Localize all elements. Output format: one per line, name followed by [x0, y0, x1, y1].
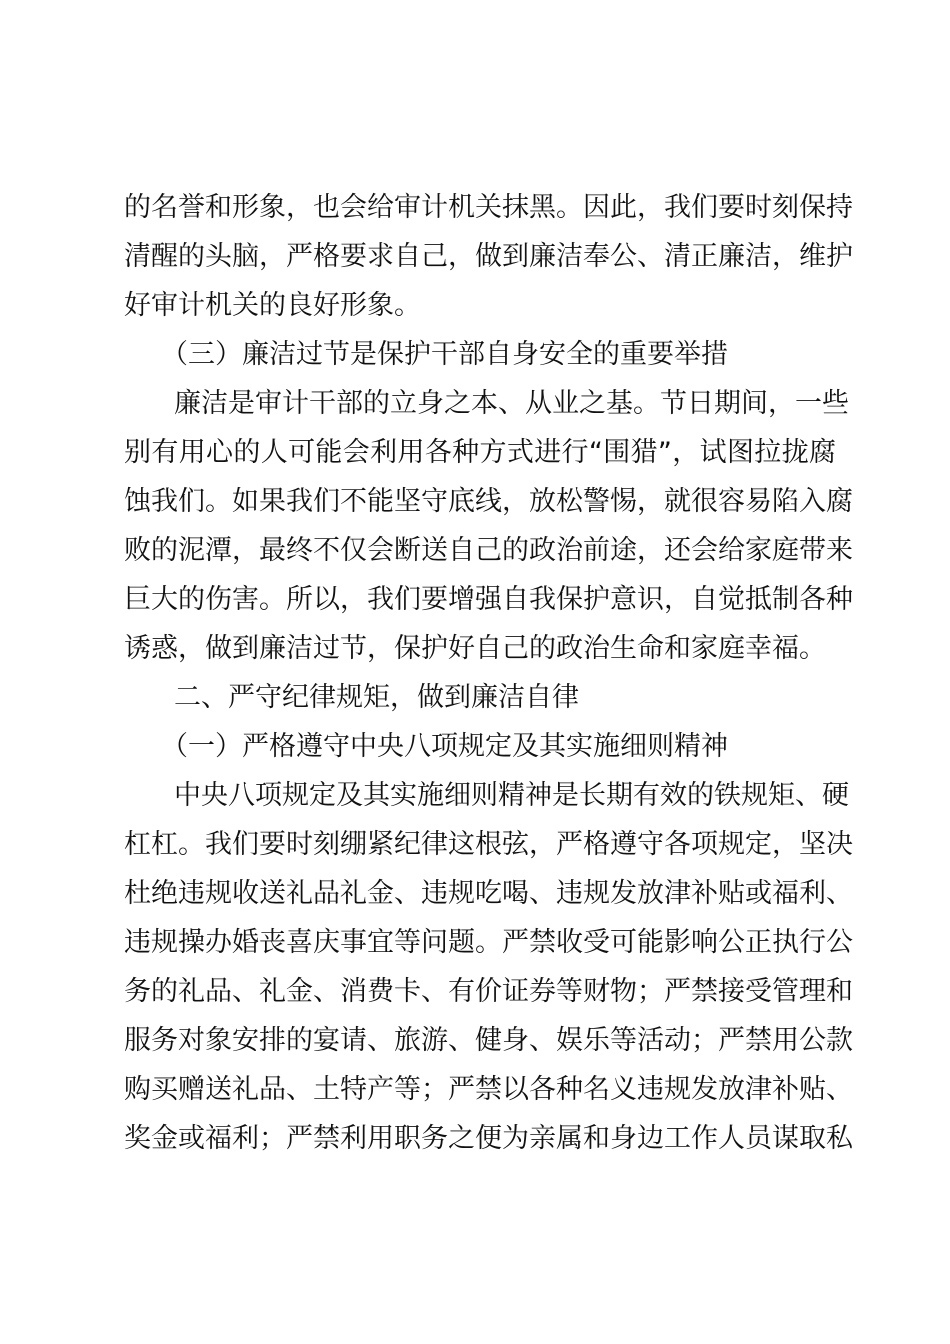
text-line: 杠杠。我们要时刻绷紧纪律这根弦，严格遵守各项规定，坚决: [124, 829, 853, 860]
paragraph: [124, 183, 853, 330]
text-line: 清醒的头脑，严格要求自己，做到廉洁奉公、清正廉洁，维护: [124, 241, 853, 272]
section-subheading: （一）严格遵守中央八项规定及其实施细则精神: [161, 731, 728, 762]
text-line: 好审计机关的良好形象。: [124, 290, 421, 321]
text-line: 务的礼品、礼金、消费卡、有价证券等财物；严禁接受管理和: [124, 976, 853, 1007]
text-line: 杜绝违规收送礼品礼金、违规吃喝、违规发放津补贴或福利、: [124, 878, 853, 909]
section-subheading: （三）廉洁过节是保护干部自身安全的重要举措: [161, 339, 728, 370]
text-line: 别有用心的人可能会利用各种方式进行“围猎”，试图拉拢腐: [124, 437, 836, 468]
section-heading: 二、严守纪律规矩，做到廉洁自律: [174, 682, 579, 713]
text-line: 违规操办婚丧喜庆事宜等问题。严禁收受可能影响公正执行公: [124, 927, 853, 958]
document-page: [124, 183, 853, 1163]
text-line: 购买赠送礼品、土特产等；严禁以各种名义违规发放津补贴、: [124, 1074, 853, 1105]
text-line: 蚀我们。如果我们不能坚守底线，放松警惕，就很容易陷入腐: [124, 486, 853, 517]
text-line: 服务对象安排的宴请、旅游、健身、娱乐等活动；严禁用公款: [124, 1025, 853, 1056]
paragraph: [124, 771, 853, 1163]
text-line: 廉洁是审计干部的立身之本、从业之基。节日期间，一些: [174, 388, 849, 419]
text-line: 中央八项规定及其实施细则精神是长期有效的铁规矩、硬: [174, 780, 849, 811]
text-line: 的名誉和形象，也会给审计机关抹黑。因此，我们要时刻保持: [124, 192, 853, 223]
text-line: 诱惑，做到廉洁过节，保护好自己的政治生命和家庭幸福。: [124, 633, 826, 664]
text-line: 巨大的伤害。所以，我们要增强自我保护意识，自觉抵制各种: [124, 584, 853, 615]
paragraph: [124, 379, 853, 673]
text-line: 败的泥潭，最终不仅会断送自己的政治前途，还会给家庭带来: [124, 535, 853, 566]
text-line: 奖金或福利；严禁利用职务之便为亲属和身边工作人员谋取私: [124, 1123, 853, 1154]
